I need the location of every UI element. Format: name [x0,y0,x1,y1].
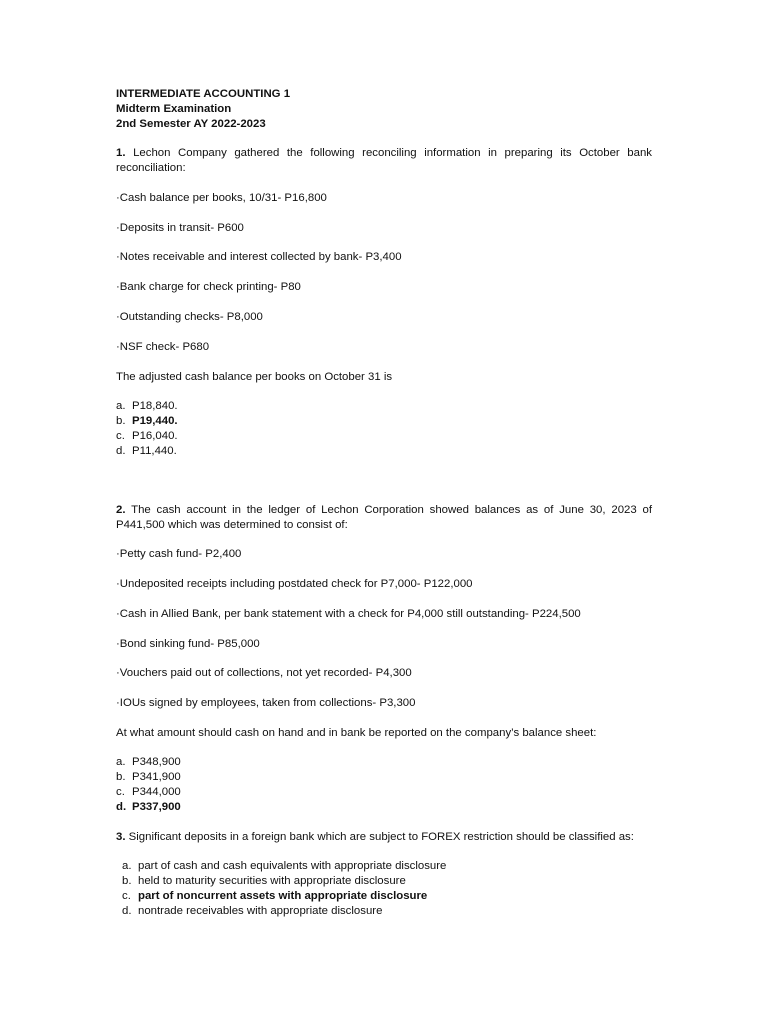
question-2-item: ·IOUs signed by employees, taken from collections- P3,300 [116,697,416,709]
course-title: INTERMEDIATE ACCOUNTING 1 [116,88,291,100]
question-1-option-d: d. P11,440. [116,445,177,457]
question-3-number: 3. [116,831,126,843]
question-3-option-c: c. part of noncurrent assets with appropriate disclosure [122,890,428,902]
question-3-option-d: d. nontrade receivables with appropriate disclosure [122,905,383,917]
question-1-text: Lechon Company gathered the following reconciling information in preparing its October bank reconciliation: [116,147,652,174]
document-header [116,87,290,132]
question-2-option-c: c. P344,000 [116,786,181,798]
question-2-item: ·Cash in Allied Bank, per bank statement with a check for P4,000 still outstanding- P224,500 [116,608,581,620]
question-3-option-a: a. part of cash and cash equivalents with appropriate disclosure [122,860,447,872]
question-1-option-a: a. P18,840. [116,400,178,412]
question-1-item: ·Cash balance per books, 10/31- P16,800 [116,192,327,204]
question-1-item: ·Notes receivable and interest collected by bank- P3,400 [116,251,402,263]
question-2-option-b: b. P341,900 [116,771,181,783]
question-1-item: ·Bank charge for check printing- P80 [116,281,301,293]
question-1-option-c: c. P16,040. [116,430,178,442]
question-1-item: ·NSF check- P680 [116,341,210,353]
question-2-text: The cash account in the ledger of Lechon Corporation showed balances as of June 30, 2023 of P441,500 which was determined to consist of: [116,504,653,531]
question-1-number: 1. [116,147,126,159]
semester-line: 2nd Semester AY 2022-2023 [116,118,266,130]
question-1-question: The adjusted cash balance per books on October 31 is [116,371,393,383]
question-2-prompt [116,503,652,533]
question-2-question: At what amount should cash on hand and in bank be reported on the company’s balance sheet: [116,727,597,739]
question-2-item: ·Petty cash fund- P2,400 [116,548,242,560]
question-1-item: ·Deposits in transit- P600 [116,222,244,234]
question-2-number: 2. [116,504,126,516]
question-1-option-b: b. P19,440. [116,415,178,427]
question-2-item: ·Undeposited receipts including postdated check for P7,000- P122,000 [116,578,473,590]
question-3-prompt [116,830,634,845]
question-3-text: Significant deposits in a foreign bank which are subject to FOREX restriction should be classified as: [128,831,634,843]
question-1-prompt [116,146,652,176]
question-3-option-b: b. held to maturity securities with appropriate disclosure [122,875,406,887]
question-2-item: ·Vouchers paid out of collections, not yet recorded- P4,300 [116,667,412,679]
question-2-option-a: a. P348,900 [116,756,181,768]
question-2-option-d: d. P337,900 [116,801,181,813]
question-2-item: ·Bond sinking fund- P85,000 [116,638,260,650]
question-1-item: ·Outstanding checks- P8,000 [116,311,263,323]
exam-title: Midterm Examination [116,103,232,115]
